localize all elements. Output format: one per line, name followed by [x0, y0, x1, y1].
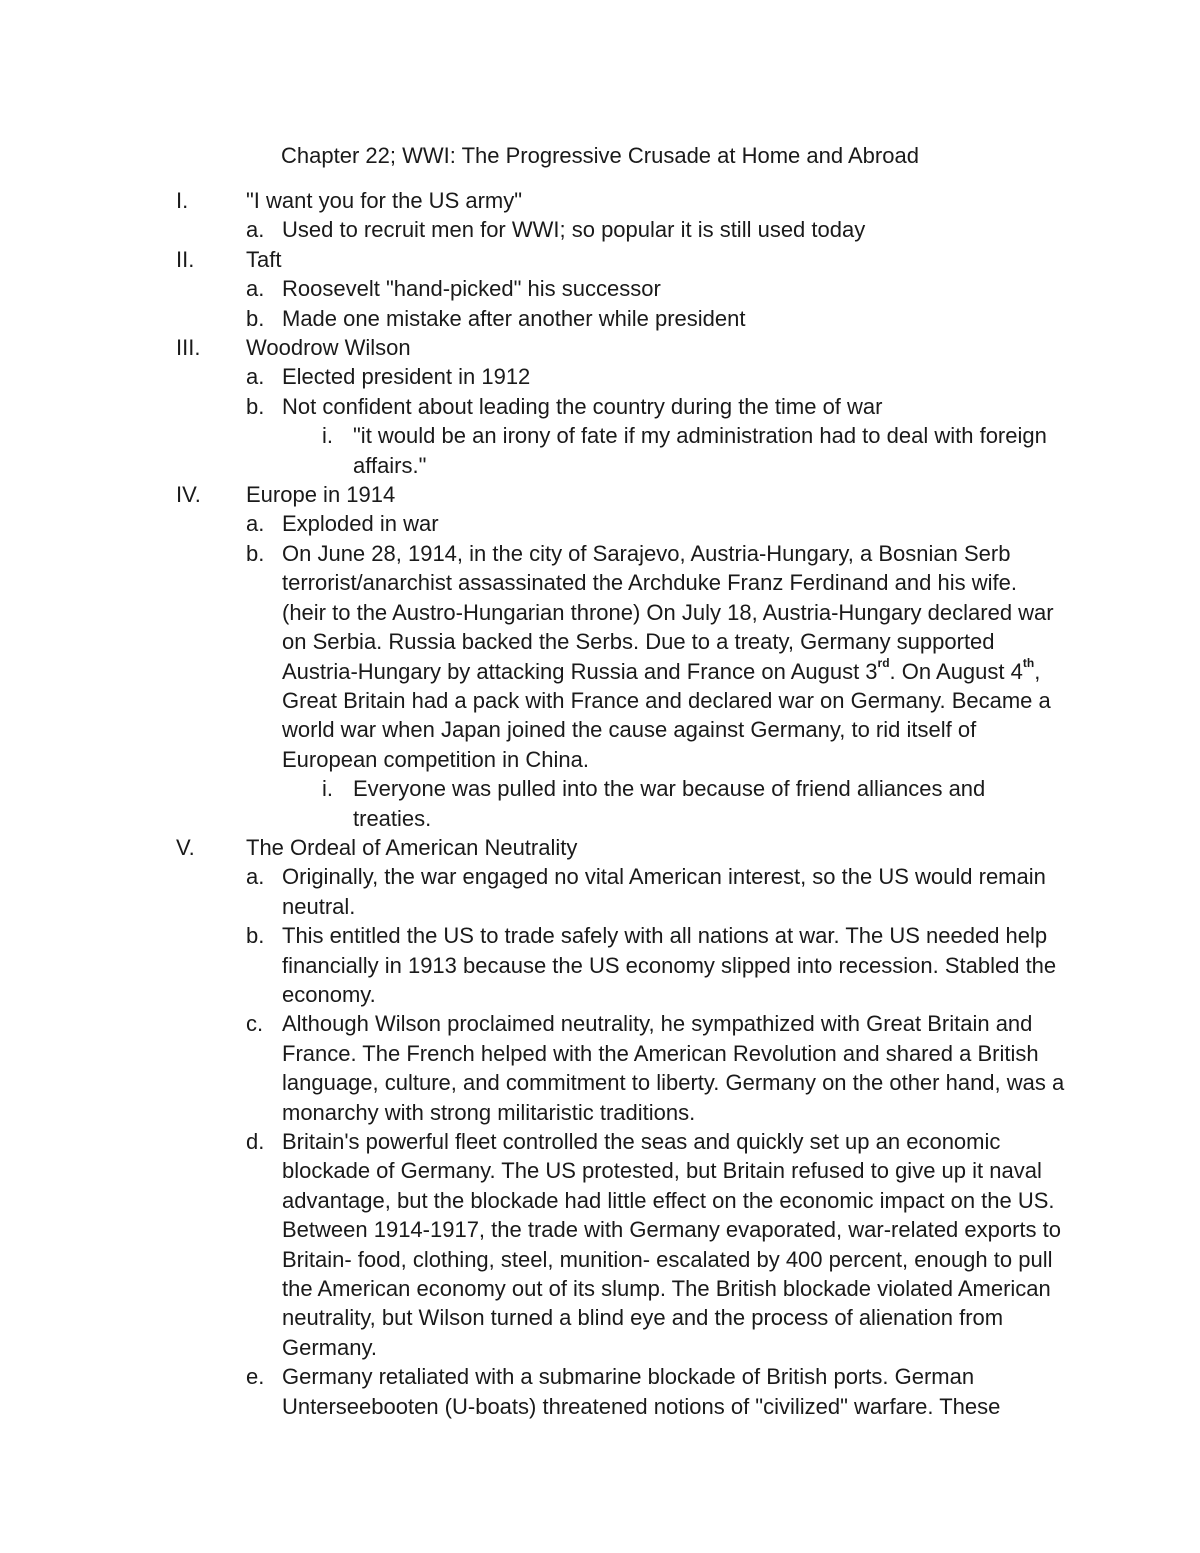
- item-marker: a.: [246, 864, 265, 890]
- list-item: [0, 1127, 1200, 1362]
- item-text: Made one mistake after another while president: [282, 305, 746, 331]
- section-marker: III.: [176, 335, 201, 361]
- item-text: Germany retaliated with a submarine blockade of British ports. German Unterseebooten (U-boats) threatened notions of "civilized" warfare. These: [282, 1364, 1001, 1419]
- superscript-th: th: [1022, 655, 1035, 670]
- sub-item-text: Everyone was pulled into the war because of friend alliances and treaties.: [353, 776, 986, 831]
- section-heading: Woodrow Wilson: [246, 335, 411, 361]
- list-item: [0, 215, 1200, 244]
- item-text: Originally, the war engaged no vital American interest, so the US would remain neutral.: [282, 864, 1046, 919]
- item-marker: e.: [246, 1364, 265, 1390]
- item-text: [282, 539, 1066, 774]
- list-item: [0, 539, 1200, 774]
- text-segment: , Great Britain had a pack with France and declared war on Germany. Became a world war when Japan joined the cause against Germany, to rid itself of European competition in China.: [282, 658, 1051, 772]
- section-marker: V.: [176, 834, 195, 860]
- item-text: This entitled the US to trade safely with all nations at war. The US needed help financially in 1913 because the US economy slipped into recession. Stabled the economy.: [282, 923, 1057, 1007]
- item-marker: b.: [246, 305, 265, 331]
- section-heading-row: [0, 186, 1200, 215]
- section-heading-row: [0, 480, 1200, 509]
- list-item: [0, 1009, 1200, 1127]
- text-segment: . On August 4: [889, 658, 1023, 684]
- section-marker: IV.: [176, 482, 201, 508]
- text-segment: On June 28, 1914, in the city of Sarajevo, Austria-Hungary, a Bosnian Serb terrorist/anarchist assassinated the Archduke Franz Ferdinand and his wife. (heir to the Austro-Hungarian throne) On July 18, Austria-Hungary declared war on Serbia. Russia backed the Serbs. Due to a treaty, Germany supported Austria-Hungary by attacking Russia and France on August 3: [282, 540, 1054, 684]
- section-marker: I.: [176, 188, 189, 213]
- item-marker: b.: [246, 923, 265, 949]
- sub-list-item: [0, 774, 1200, 833]
- list-item: [0, 274, 1200, 303]
- item-text: Britain's powerful fleet controlled the seas and quickly set up an economic blockade of Germany. The US protested, but Britain refused to give up it naval advantage, but the blockade had little effect on the economic impact on the US. Between 1914-1917, the trade with Germany evaporated, war-related exports to Britain- food, clothing, steel, munition- escalated by 400 percent, enough to pull the American economy out of its slump. The British blockade violated American neutrality, but Wilson turned a blind eye and the process of alienation from Germany.: [282, 1129, 1062, 1360]
- outline: [0, 186, 1200, 1421]
- list-item: [0, 509, 1200, 538]
- item-marker: c.: [246, 1011, 264, 1037]
- list-item: [0, 392, 1200, 421]
- section-heading-row: [0, 245, 1200, 274]
- section-heading: "I want you for the US army": [246, 188, 523, 213]
- item-text: Exploded in war: [282, 511, 439, 537]
- list-item: [0, 362, 1200, 391]
- section-marker: II.: [176, 246, 195, 272]
- item-text: Roosevelt "hand-picked" his successor: [282, 276, 661, 302]
- item-marker: d.: [246, 1129, 265, 1154]
- section-heading-row: [0, 333, 1200, 362]
- section-heading: Europe in 1914: [246, 482, 396, 508]
- section-heading: The Ordeal of American Neutrality: [246, 834, 578, 860]
- item-text: Elected president in 1912: [282, 364, 531, 390]
- item-marker: b.: [246, 393, 265, 419]
- list-item: [0, 862, 1200, 921]
- quote-text: "it would be an irony of fate if my administration had to deal with foreign affairs.": [353, 423, 1047, 478]
- sub-item-marker: i.: [322, 423, 333, 449]
- item-marker: a.: [246, 364, 265, 390]
- sub-list-item: [0, 421, 1200, 480]
- item-text: Although Wilson proclaimed neutrality, he sympathized with Great Britain and France. The French helped with the American Revolution and shared a British language, culture, and commitment to liberty. Germany on the other hand, was a monarchy with strong militaristic traditions.: [282, 1011, 1065, 1125]
- sub-item-marker: i.: [322, 776, 333, 802]
- item-marker: a.: [246, 217, 265, 243]
- list-item: [0, 921, 1200, 1009]
- item-marker: a.: [246, 276, 265, 302]
- list-item: [0, 304, 1200, 333]
- superscript-rd: rd: [877, 655, 890, 670]
- item-text: Used to recruit men for WWI; so popular it is still used today: [282, 217, 866, 243]
- section-heading-row: [0, 833, 1200, 862]
- page-title: Chapter 22; WWI: The Progressive Crusade at Home and Abroad: [281, 143, 919, 168]
- item-marker: b.: [246, 540, 265, 566]
- list-item: [0, 1362, 1200, 1421]
- item-text: Not confident about leading the country during the time of war: [282, 393, 883, 419]
- section-heading: Taft: [246, 246, 282, 272]
- item-marker: a.: [246, 511, 265, 537]
